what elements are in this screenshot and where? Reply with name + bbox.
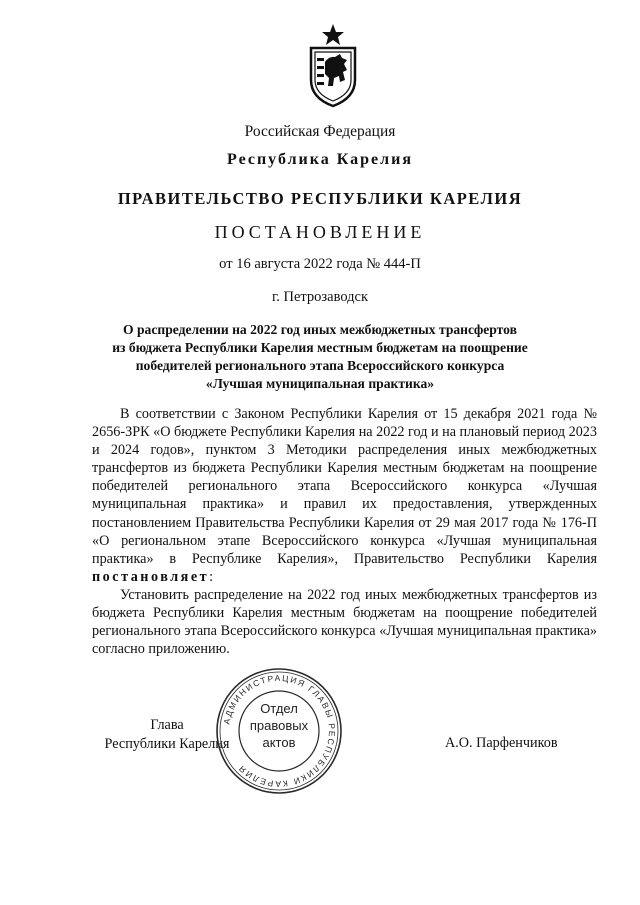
paragraph-text: В соответствии с Законом Республики Карелия от 15 декабря 2021 года № 2656-ЗРК «О бюджете Республики Карелия на 2022 год и на плановый период 2023 и 2024 годов», пунктом 3 Методики распределения иных межбюджетных трансфертов из бюджета Республики Карелия местным бюджетам на поощрение победителей регионального этапа Всероссийского конкурса «Лучшая муниципальная практика» и правил их предоставления, утвержденных постановлением Правительства Республики Карелия от 29 мая 2017 года № 176-П «О региональном этапе Всероссийского конкурса «Лучшая муниципальная практика» в Республике Карелия», Правительство Республики Карелия bbox=[92, 406, 597, 567]
date-number-line: от 16 августа 2022 года № 444-П bbox=[219, 256, 421, 272]
republic-line: Республика Карелия bbox=[227, 151, 413, 168]
title-line: из бюджета Республики Карелия местным бюджетам на поощрение bbox=[112, 340, 528, 355]
document-title bbox=[90, 321, 550, 393]
title-line: О распределении на 2022 год иных межбюджетных трансфертов bbox=[123, 322, 517, 337]
stamp-line: правовых bbox=[249, 718, 309, 733]
signatory-role-line: Республики Карелия bbox=[104, 736, 230, 752]
coat-of-arms-emblem bbox=[307, 22, 359, 108]
document-body bbox=[92, 405, 597, 658]
document-type-heading: ПОСТАНОВЛЕНИЕ bbox=[214, 222, 426, 242]
paragraph-end: : bbox=[209, 568, 214, 585]
city-line: г. Петрозаводск bbox=[271, 289, 369, 305]
government-heading: ПРАВИТЕЛЬСТВО РЕСПУБЛИКИ КАРЕЛИЯ bbox=[117, 189, 523, 208]
title-line: «Лучшая муниципальная практика» bbox=[205, 376, 435, 391]
signatory-role-line: Глава bbox=[150, 717, 184, 733]
stamp-ring-text: АДМИНИСТРАЦИЯ ГЛАВЫ РЕСПУБЛИКИ КАРЕЛИЯ bbox=[221, 672, 338, 790]
federation-line: Российская Федерация bbox=[244, 123, 396, 140]
stamp-line: актов bbox=[262, 735, 296, 750]
decree-verb: постановляет bbox=[92, 568, 210, 585]
signatory-name: А.О. Парфенчиков bbox=[445, 735, 558, 751]
stamp-center-text bbox=[239, 700, 319, 751]
body-paragraph-2: Установить распределение на 2022 год иных межбюджетных трансфертов из бюджета Республики Карелия местным бюджетам на поощрение победителей регионального этапа Всероссийского конкурса «Лучшая муниципальная практика» согласно приложению. bbox=[92, 586, 597, 658]
title-line: победителей регионального этапа Всероссийского конкурса bbox=[135, 358, 505, 373]
body-paragraph-1 bbox=[92, 405, 597, 586]
stamp-line: Отдел bbox=[260, 701, 298, 716]
